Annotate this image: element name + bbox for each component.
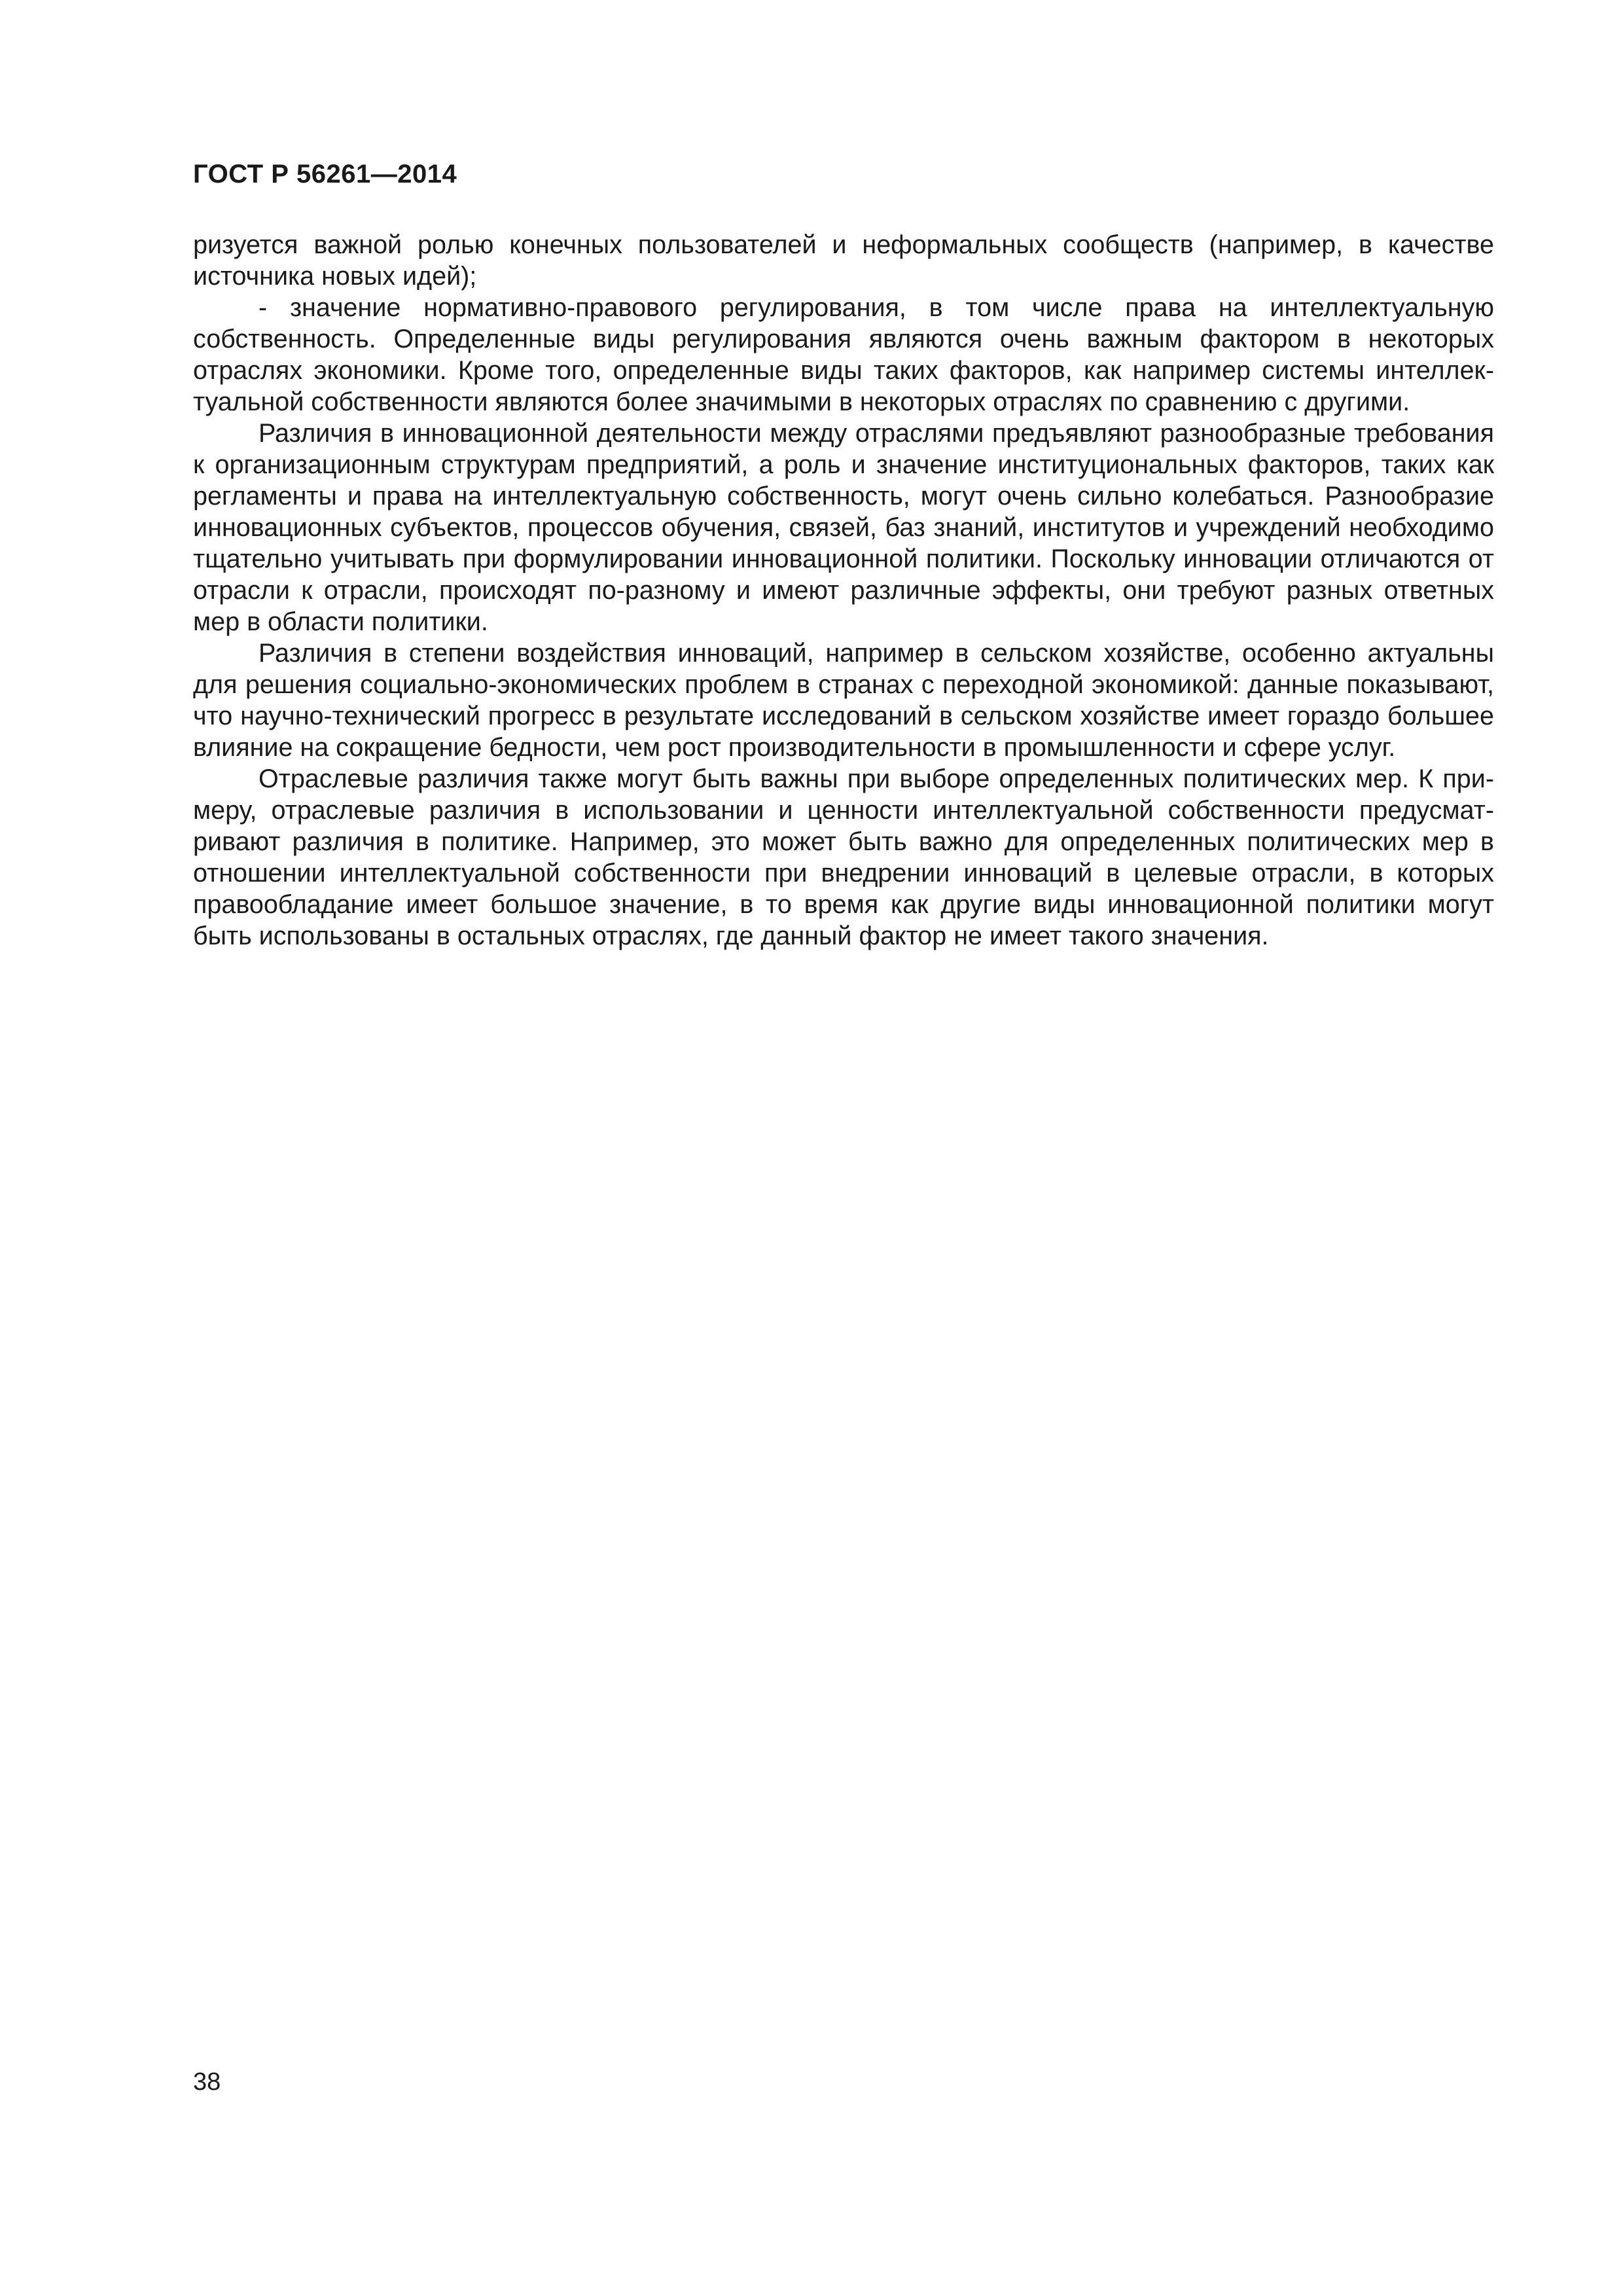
document-header: ГОСТ Р 56261—2014 bbox=[193, 160, 457, 188]
page-number: 38 bbox=[193, 2068, 221, 2096]
paragraph-sectoral-policy: Отраслевые различия также могут быть важны при выборе определенных политических мер. К примеру, отраслевые различия в использовании и ценности интеллектуальной собственности предусматривают различия в политике. Например, это может быть важно для определенных политических мер в отношении интеллектуальной собственности при внедрении инноваций в целевые отрасли, в которых правообладание имеет большое значение, в то время как другие виды инновационной политики могут быть использованы в остальных отраслях, где данный фактор не имеет такого значения. bbox=[193, 764, 1494, 950]
paragraph-continuation: ризуется важной ролью конечных пользователей и неформальных сообществ (например, в качестве источника новых идей); bbox=[193, 230, 1494, 291]
document-body bbox=[193, 229, 1494, 952]
paragraph-regulation: - значение нормативно-правового регулирования, в том числе права на интеллектуальную собственность. Определенные виды регулирования являются очень важным фактором в некоторых отраслях экономики. Кроме того, определенные виды таких факторов, как например системы интеллектуальной собственности являются более значимыми в некоторых отраслях по сравнению с другими. bbox=[193, 293, 1494, 416]
paragraph-agriculture-impact: Различия в степени воздействия инноваций, например в сельском хозяйстве, особенно актуальны для решения социально-экономических проблем в странах с переходной экономикой: данные показывают, что научно-технический прогресс в результате исследований в сельском хозяйстве имеет гораздо большее влияние на сокращение бедности, чем рост производительности в промышленности и сфере услуг. bbox=[193, 639, 1494, 762]
paragraph-innovation-differences: Различия в инновационной деятельности между отраслями предъявляют разнообразные требования к организационным структурам предприятий, а роль и значение институциональных факторов, таких как регламенты и права на интеллектуальную собственность, могут очень сильно колебаться. Разнообразие инновационных субъектов, процессов обучения, связей, баз знаний, институтов и учреждений необходимо тщательно учитывать при формулировании инновационной политики. Поскольку инновации отличаются от отрасли к отрасли, происходят по-разному и имеют различные эффекты, они требуют разных ответных мер в области политики. bbox=[193, 419, 1494, 636]
